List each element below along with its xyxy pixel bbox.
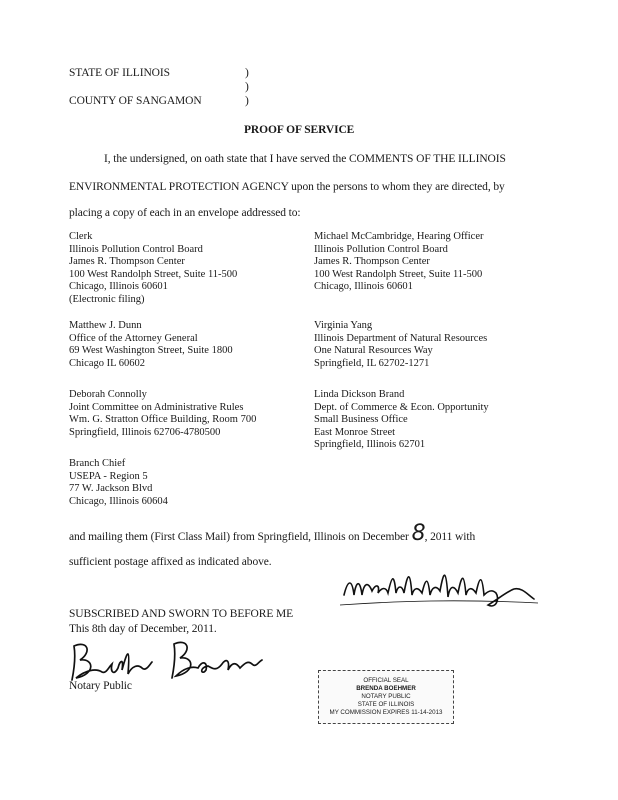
recipient-line: Illinois Department of Natural Resources (314, 332, 488, 344)
recipient-line: 100 West Randolph Street, Suite 11-500 (69, 268, 238, 280)
recipient-line: 100 West Randolph Street, Suite 11-500 (314, 268, 483, 280)
recipient-line: Springfield, Illinois 62706-4780500 (69, 426, 221, 438)
recipient-address (314, 389, 489, 452)
recipient-line: 77 W. Jackson Blvd (69, 483, 153, 495)
recipient-address (69, 458, 168, 508)
seal-line: STATE OF ILLINOIS (357, 701, 415, 708)
recipient-line: Office of the Attorney General (69, 332, 198, 344)
recipient-line: Springfield, IL 62702-1271 (314, 357, 430, 369)
recipient-line: Chicago, Illinois 60601 (314, 281, 413, 293)
recipient-line: Virginia Yang (314, 320, 373, 331)
recipient-line: Clerk (69, 231, 93, 242)
notary-public-label: Notary Public (69, 680, 132, 692)
caption-paren: ) (245, 67, 249, 79)
intro-line-3: placing a copy of each in an envelope addressed to: (69, 207, 301, 219)
recipient-line: Branch Chief (69, 458, 126, 469)
recipient-line: James R. Thompson Center (314, 256, 430, 268)
recipient-line: Dept. of Commerce & Econ. Opportunity (314, 401, 489, 413)
handwritten-day: 8 (411, 521, 425, 546)
recipient-line: Matthew J. Dunn (69, 320, 142, 331)
recipient-line: James R. Thompson Center (69, 256, 185, 268)
recipient-line: Linda Dickson Brand (314, 389, 405, 400)
mailing-suffix: , 2011 with (424, 531, 476, 543)
recipient-line: Small Business Office (314, 414, 408, 426)
recipient-line: (Electronic filing) (69, 293, 145, 305)
recipient-line: Illinois Pollution Control Board (69, 243, 203, 255)
recipient-address (314, 320, 487, 370)
recipient-line: East Monroe Street (314, 426, 396, 438)
caption-paren: ) (245, 81, 249, 93)
document-title: PROOF OF SERVICE (244, 124, 355, 136)
recipient-address (69, 320, 233, 370)
recipient-line: Chicago, Illinois 60601 (69, 281, 168, 293)
recipient-line: Chicago, Illinois 60604 (69, 495, 168, 507)
intro-line-1: I, the undersigned, on oath state that I have served the COMMENTS OF THE ILLINOIS (104, 153, 506, 165)
seal-line: MY COMMISSION EXPIRES 11-14-2013 (329, 709, 443, 716)
notary-seal (318, 670, 454, 724)
state-caption: STATE OF ILLINOIS (69, 67, 170, 79)
recipient-address (69, 231, 237, 307)
caption-paren: ) (245, 95, 249, 107)
recipient-line: Wm. G. Stratton Office Building, Room 700 (69, 414, 257, 426)
mailing-line-1 (69, 521, 476, 546)
recipient-line: Illinois Pollution Control Board (314, 243, 448, 255)
recipient-line: Michael McCambridge, Hearing Officer (314, 231, 484, 242)
recipient-line: USEPA - Region 5 (69, 470, 148, 482)
mailing-prefix: and mailing them (First Class Mail) from Springfield, Illinois on December (69, 531, 409, 543)
subscribed-line-1: SUBSCRIBED AND SWORN TO BEFORE ME (69, 608, 294, 620)
recipient-line: Deborah Connolly (69, 389, 147, 400)
recipient-line: 69 West Washington Street, Suite 1800 (69, 345, 233, 357)
county-caption: COUNTY OF SANGAMON (69, 95, 202, 107)
affiant-signature (338, 565, 550, 615)
mailing-line-2: sufficient postage affixed as indicated above. (69, 556, 272, 568)
recipient-line: One Natural Resources Way (314, 345, 433, 357)
seal-line: BRENDA BOEHMER (356, 685, 416, 692)
recipient-line: Springfield, Illinois 62701 (314, 439, 426, 451)
seal-line: OFFICIAL SEAL (363, 677, 409, 684)
subscribed-line-2: This 8th day of December, 2011. (69, 623, 217, 635)
recipient-line: Joint Committee on Administrative Rules (69, 401, 244, 413)
recipient-address (314, 231, 484, 294)
recipient-address (69, 389, 256, 439)
intro-line-2: ENVIRONMENTAL PROTECTION AGENCY upon the persons to whom they are directed, by (69, 181, 505, 193)
recipient-line: Chicago IL 60602 (69, 357, 146, 369)
seal-line: NOTARY PUBLIC (361, 693, 411, 700)
